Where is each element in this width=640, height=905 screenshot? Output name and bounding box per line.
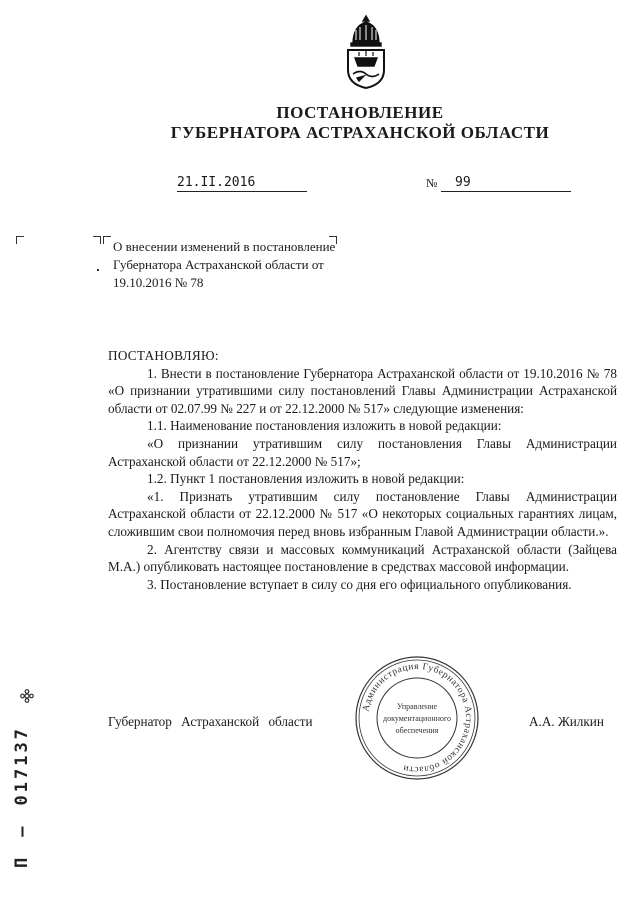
- paragraph: «1. Признать утратившим силу постановление Главы Администрации Астраханской области от 22.12.2000 № 517 «О некоторых социальных гарантиях лицам, сложившим свои полномочия перед вновь избранным Главой Администрации области.».: [108, 488, 617, 539]
- document-body: [108, 347, 617, 593]
- seal-inner-line: обеспечения: [395, 726, 439, 735]
- corner-bracket-subject-left: [93, 236, 101, 244]
- number-label: №: [426, 176, 438, 190]
- corner-bracket-left: [16, 236, 24, 244]
- ornament-icon: [20, 689, 34, 703]
- paragraph: 2. Агентству связи и массовых коммуникаций Астраханской области (Зайцева М.А.) опубликовать настоящее постановление в средствах массовой информации.: [108, 541, 617, 575]
- document-number: 99: [441, 175, 571, 192]
- paragraph: 1.1. Наименование постановления изложить в новой редакции:: [147, 418, 502, 434]
- paragraph: 3. Постановление вступает в силу со дня его официального опубликования.: [147, 576, 572, 592]
- form-series: П: [12, 854, 32, 868]
- document-title: ПОСТАНОВЛЕНИЕ: [276, 103, 444, 122]
- paragraph: 1. Внести в постановление Губернатора Астраханской области от 19.10.2016 № 78 «О признании утратившими силу постановлений Главы Администрации Астраханской области от 02.07.99 № 227 и от 22.12.2000 № 517» следующие изменения:: [108, 365, 617, 416]
- paragraph: 1.2. Пункт 1 постановления изложить в новой редакции:: [147, 471, 465, 487]
- signatory-name: А.А. Жилкин: [529, 714, 604, 729]
- form-serial-number: П—017137: [12, 726, 32, 868]
- seal-inner-line: Управление: [396, 702, 438, 711]
- signatory-position: Губернатор Астраханской области: [108, 714, 313, 729]
- paragraph: «О признании утратившим силу постановления Главы Администрации Астраханской области от 22.12.2000 № 517»;: [108, 435, 617, 469]
- issuer-title: ГУБЕРНАТОРА АСТРАХАНСКОЙ ОБЛАСТИ: [170, 123, 550, 142]
- form-number: 017137: [12, 726, 32, 806]
- document-subject: О внесении изменений в постановление Губернатора Астраханской области от 19.10.2016 № 78: [113, 239, 336, 290]
- seal-inner-line: документационного: [383, 714, 451, 723]
- official-seal: [354, 655, 480, 781]
- resolution-heading: ПОСТАНОВЛЯЮ:: [108, 348, 219, 363]
- document-date: 21.II.2016: [177, 175, 307, 192]
- corner-bracket-subject-inner: [103, 236, 111, 244]
- coat-of-arms-emblem: [339, 14, 393, 90]
- seal-ring-text: Администрация Губернатора Астраханской области: [361, 661, 474, 775]
- subject-dot: [97, 269, 99, 271]
